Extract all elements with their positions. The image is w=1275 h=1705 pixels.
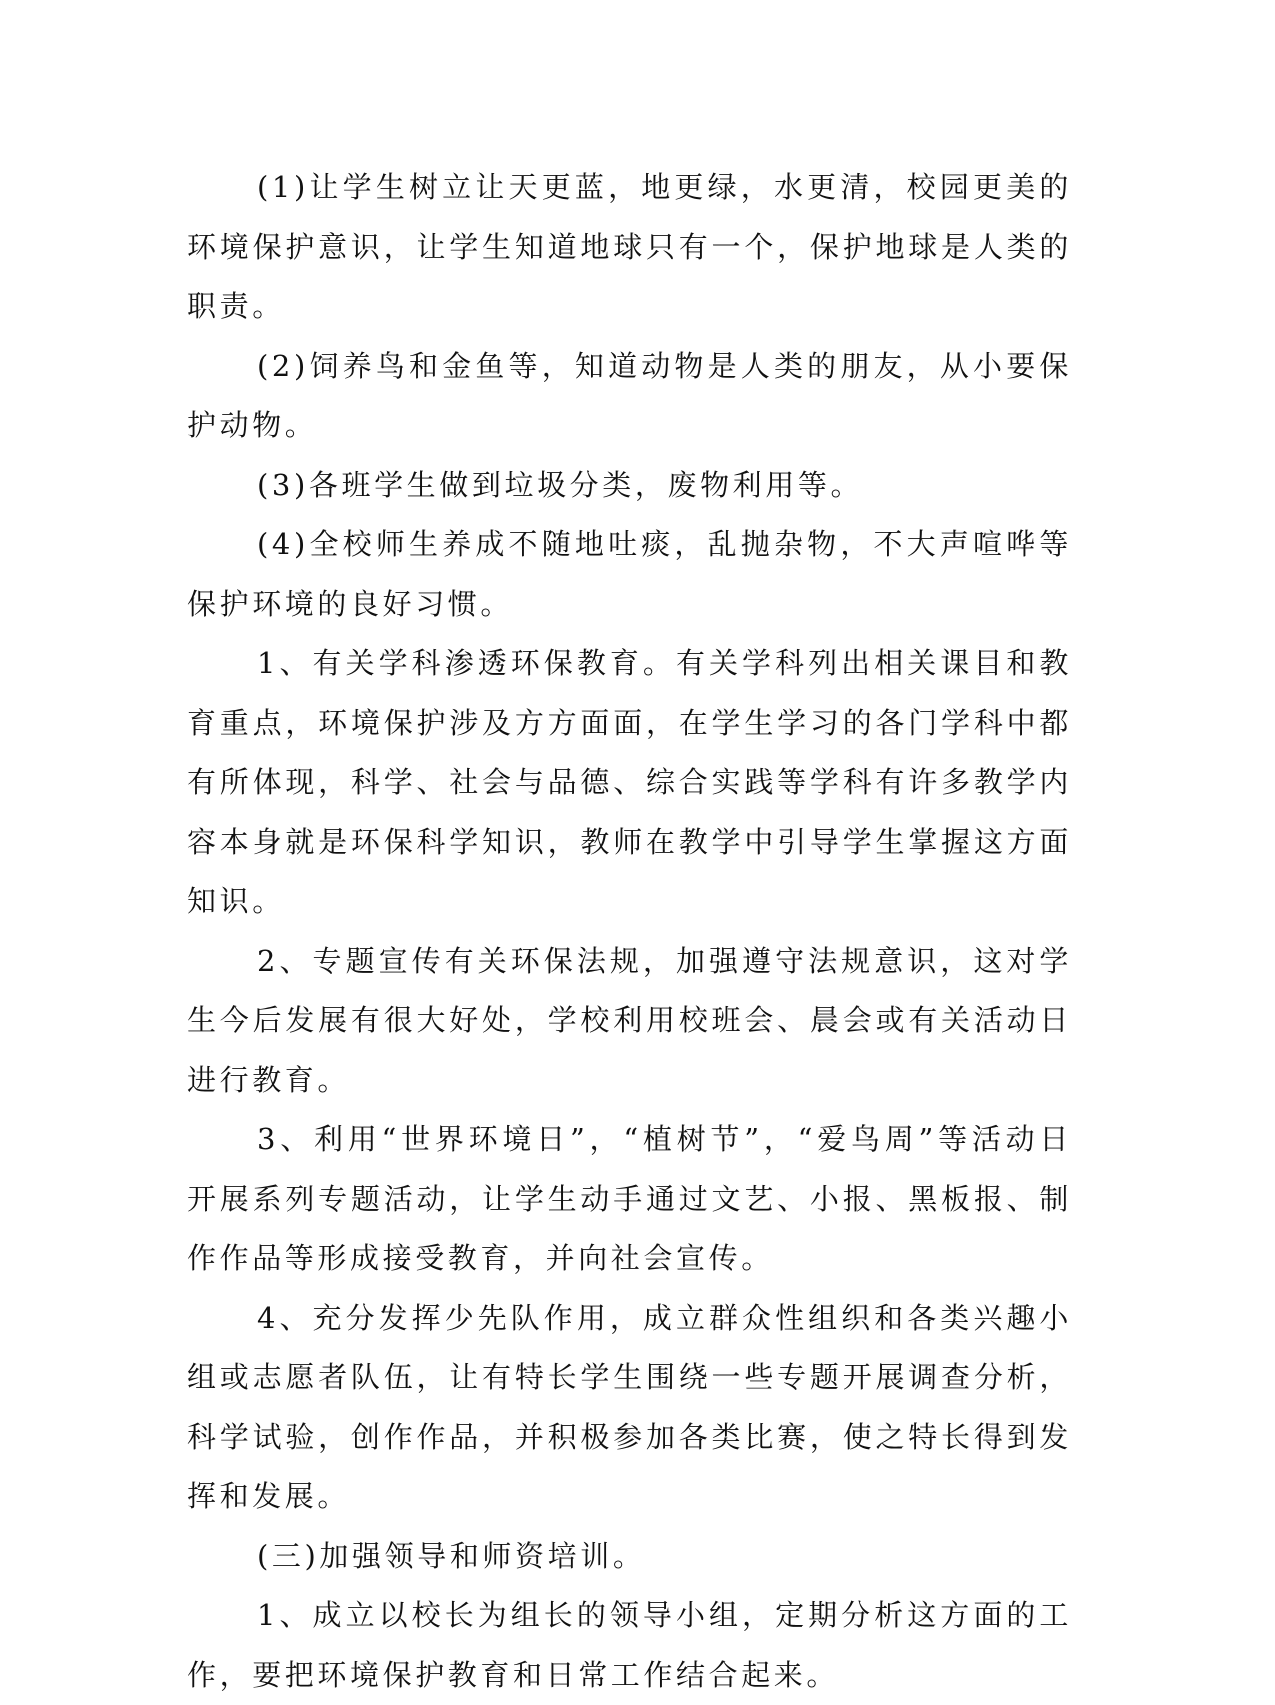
document-body <box>187 158 1072 1705</box>
paragraph-subject-education: 1、有关学科渗透环保教育。有关学科列出相关课目和教育重点，环境保护涉及方方面面，在学生学习的各门学科中都有所体现，科学、社会与品德、综合实践等学科有许多教学内容本身就是环保科学知识，教师在教学中引导学生掌握这方面知识。 <box>187 646 1072 918</box>
paragraph-leadership-group: 1、成立以校长为组长的领导小组，定期分析这方面的工作，要把环境保护教育和日常工作结合起来。 <box>187 1598 1072 1692</box>
paragraph-activity-days: 3、利用“世界环境日”，“植树节”，“爱鸟周”等活动日开展系列专题活动，让学生动手通过文艺、小报、黑板报、制作作品等形成接受教育，并向社会宣传。 <box>187 1122 1072 1275</box>
paragraph-awareness: (1)让学生树立让天更蓝，地更绿，水更清，校园更美的环境保护意识，让学生知道地球只有一个，保护地球是人类的职责。 <box>187 170 1072 323</box>
paragraph-young-pioneers: 4、充分发挥少先队作用，成立群众性组织和各类兴趣小组或志愿者队伍，让有特长学生围绕一些专题开展调查分析，科学试验，创作作品，并积极参加各类比赛，使之特长得到发挥和发展。 <box>187 1300 1072 1513</box>
section-heading-leadership: (三)加强领导和师资培训。 <box>257 1538 646 1573</box>
paragraph-garbage-sorting: (3)各班学生做到垃圾分类，废物利用等。 <box>257 467 864 502</box>
paragraph-habits: (4)全校师生养成不随地吐痰，乱抛杂物，不大声喧哗等保护环境的良好习惯。 <box>187 527 1072 621</box>
paragraph-regulations: 2、专题宣传有关环保法规，加强遵守法规意识，这对学生今后发展有很大好处，学校利用校班会、晨会或有关活动日进行教育。 <box>187 943 1072 1097</box>
paragraph-animals: (2)饲养鸟和金鱼等，知道动物是人类的朋友，从小要保护动物。 <box>187 348 1072 442</box>
